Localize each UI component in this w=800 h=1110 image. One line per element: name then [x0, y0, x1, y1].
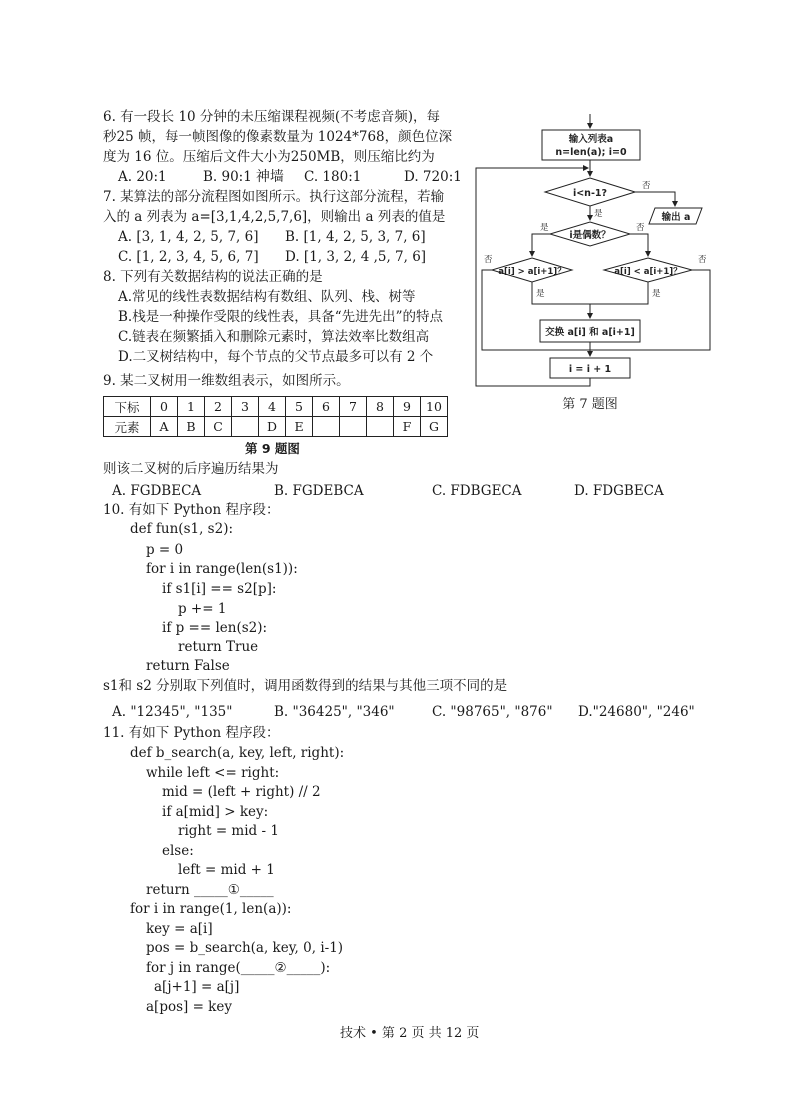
q10-option-c: C. "98765", "876"	[432, 704, 553, 720]
flow-arrow	[482, 270, 590, 350]
q11-code-line: a[j+1] = a[j]	[154, 979, 240, 995]
flow-even-cond: i是偶数？	[569, 230, 611, 241]
flow-gt-cond: a[i] > a[i+1]？	[498, 267, 566, 277]
q11-code-line: for j in range(_____②_____):	[146, 960, 331, 976]
q9-index-cell: 1	[178, 397, 205, 417]
q10-code-line: return False	[146, 658, 230, 674]
q6-option-d: D. 720:1	[404, 169, 462, 185]
q9-index-cell: 5	[286, 397, 313, 417]
q10-code-line: def fun(s1, s2):	[130, 521, 234, 537]
q10-code-line: if s1[i] == s2[p]:	[162, 581, 277, 597]
q9-option-a: A. FGDBECA	[112, 483, 202, 499]
q10-code-line: p += 1	[178, 601, 227, 617]
q11-code-line: return _____①_____	[146, 882, 274, 898]
q9-element-cell: C	[205, 417, 232, 437]
q9-element-cell: E	[286, 417, 313, 437]
q9-element-cell: A	[151, 417, 178, 437]
q10-code-line: for i in range(len(s1)):	[146, 561, 298, 577]
q11-code-line: key = a[i]	[146, 921, 213, 937]
q9-index-row	[104, 397, 448, 417]
q9-index-cell: 0	[151, 397, 178, 417]
q9-stem: 9. 某二叉树用一维数组表示，如图所示。	[103, 373, 350, 389]
q9-element-cell: B	[178, 417, 205, 437]
q10-option-d: D."24680", "246"	[578, 704, 695, 720]
q9-index-cell: 4	[259, 397, 286, 417]
flow-no-label: 否	[636, 223, 645, 233]
flow-yes-label: 是	[536, 289, 545, 299]
q9-index-cell: 2	[205, 397, 232, 417]
q9-index-cell: 6	[313, 397, 340, 417]
q6-line2: 秒25 帧，每一帧图像的像素数量为 1024*768，颜色位深	[103, 129, 453, 145]
flow-no-label: 否	[698, 255, 707, 265]
q9-option-c: C. FDBGECA	[432, 483, 522, 499]
q6-handwritten-note: 神墙	[255, 169, 284, 185]
flow-yes-label: 是	[652, 289, 661, 299]
q9-array-table	[103, 396, 448, 437]
q10-option-b: B. "36425", "346"	[274, 704, 395, 720]
q9-index-cell: 3	[232, 397, 259, 417]
flow-caption: 第 7 题图	[562, 397, 618, 412]
q9-element-cell: G	[421, 417, 448, 437]
flow-input-line2: n=len(a); i=0	[555, 147, 627, 158]
page-footer: 技术 • 第 2 页 共 12 页	[340, 1026, 480, 1041]
q9-index-header: 下标	[104, 397, 151, 417]
q11-stem: 11. 有如下 Python 程序段：	[103, 725, 280, 741]
flow-no-label: 否	[642, 181, 651, 191]
q9-element-row	[104, 417, 448, 437]
q11-code-line: def b_search(a, key, left, right):	[130, 745, 345, 761]
flow-yes-label: 是	[594, 209, 603, 219]
q6-option-a: A. 20:1	[118, 169, 167, 185]
flow-arrow	[532, 282, 590, 318]
q8-option-c: C.链表在频繁插入和删除元素时，算法效率比数组高	[118, 329, 430, 345]
q7-line1: 7. 某算法的部分流程图如图所示。执行这部分流程，若输	[103, 189, 445, 205]
q9-question: 则该二叉树的后序遍历结果为	[103, 461, 279, 477]
flow-arrow	[590, 282, 648, 304]
q10-question: s1和 s2 分别取下列值时，调用函数得到的结果与其他三项不同的是	[103, 678, 508, 694]
q7-option-b: B. [1, 4, 2, 5, 3, 7, 6]	[285, 229, 426, 245]
q11-code-line: else:	[162, 843, 194, 859]
q9-index-cell: 10	[421, 397, 448, 417]
q11-code-line: mid = (left + right) // 2	[162, 784, 321, 800]
q10-stem: 10. 有如下 Python 程序段：	[103, 502, 280, 518]
q11-code-line: right = mid - 1	[178, 823, 279, 839]
flow-arrow	[630, 234, 648, 256]
flow-increment-label: i = i + 1	[568, 364, 612, 375]
q10-code-line: if p == len(s2):	[162, 620, 268, 636]
q9-index-cell: 9	[394, 397, 421, 417]
q9-element-cell	[232, 417, 259, 437]
q7-option-d: D. [1, 3, 2, 4 ,5, 7, 6]	[285, 249, 427, 265]
q8-stem: 8. 下列有关数据结构的说法正确的是	[103, 269, 323, 285]
q9-element-cell: F	[394, 417, 421, 437]
q11-code-line: if a[mid] > key:	[162, 804, 269, 820]
q9-index-cell: 8	[367, 397, 394, 417]
q6-line1: 6. 有一段长 10 分钟的未压缩课程视频(不考虑音频)，每	[103, 109, 440, 125]
q6-option-c: C. 180:1	[304, 169, 362, 185]
flow-swap-label: 交换 a[i] 和 a[i+1]	[545, 327, 635, 338]
flow-yes-label: 是	[540, 223, 549, 233]
flow-lt-cond: a[i] < a[i+1]？	[614, 267, 682, 277]
flow-arrow	[532, 234, 550, 256]
q11-code-line: while left <= right:	[146, 765, 280, 781]
q9-element-cell: D	[259, 417, 286, 437]
q10-code-line: p = 0	[146, 542, 184, 558]
q6-option-b: B. 90:1 神墙	[203, 169, 284, 185]
q7-option-a: A. [3, 1, 4, 2, 5, 7, 6]	[118, 229, 259, 245]
q11-code-line: a[pos] = key	[146, 999, 232, 1015]
q7-line2: 入的 a 列表为 a=[3,1,4,2,5,7,6]，则输出 a 列表的值是	[103, 209, 446, 225]
q9-option-d: D. FDGBECA	[574, 483, 664, 499]
q6-line3: 度为 16 位。压缩后文件大小为250MB，则压缩比约为	[103, 149, 435, 165]
q9-element-header: 元素	[104, 417, 151, 437]
q11-code-line: left = mid + 1	[178, 862, 275, 878]
q9-caption: 第 9 题图	[245, 441, 300, 456]
flow-input-line1: 输入列表a	[568, 134, 614, 145]
q11-code-line: for i in range(1, len(a)):	[130, 901, 292, 917]
q9-option-b: B. FGDEBCA	[274, 483, 364, 499]
q7-flowchart	[470, 108, 720, 413]
q8-option-d: D.二叉树结构中，每个节点的父节点最多可以有 2 个	[118, 349, 434, 365]
flow-arrow	[590, 270, 710, 350]
flow-arrow	[635, 192, 675, 206]
q10-code-line: return True	[178, 639, 259, 655]
q11-code-line: pos = b_search(a, key, 0, i-1)	[146, 940, 344, 956]
flow-loop-cond: i<n-1?	[572, 188, 608, 199]
q9-index-cell: 7	[340, 397, 367, 417]
q8-option-b: B.栈是一种操作受限的线性表，具备“先进先出”的特点	[118, 309, 444, 325]
q8-option-a: A.常见的线性表数据结构有数组、队列、栈、树等	[118, 289, 416, 305]
q7-option-c: C. [1, 2, 3, 4, 5, 6, 7]	[118, 249, 259, 265]
q9-element-cell	[340, 417, 367, 437]
q9-element-cell	[367, 417, 394, 437]
q10-option-a: A. "12345", "135"	[112, 704, 233, 720]
flow-output-label: 输出 a	[661, 212, 691, 223]
flow-no-label: 否	[484, 255, 493, 265]
q9-element-cell	[313, 417, 340, 437]
